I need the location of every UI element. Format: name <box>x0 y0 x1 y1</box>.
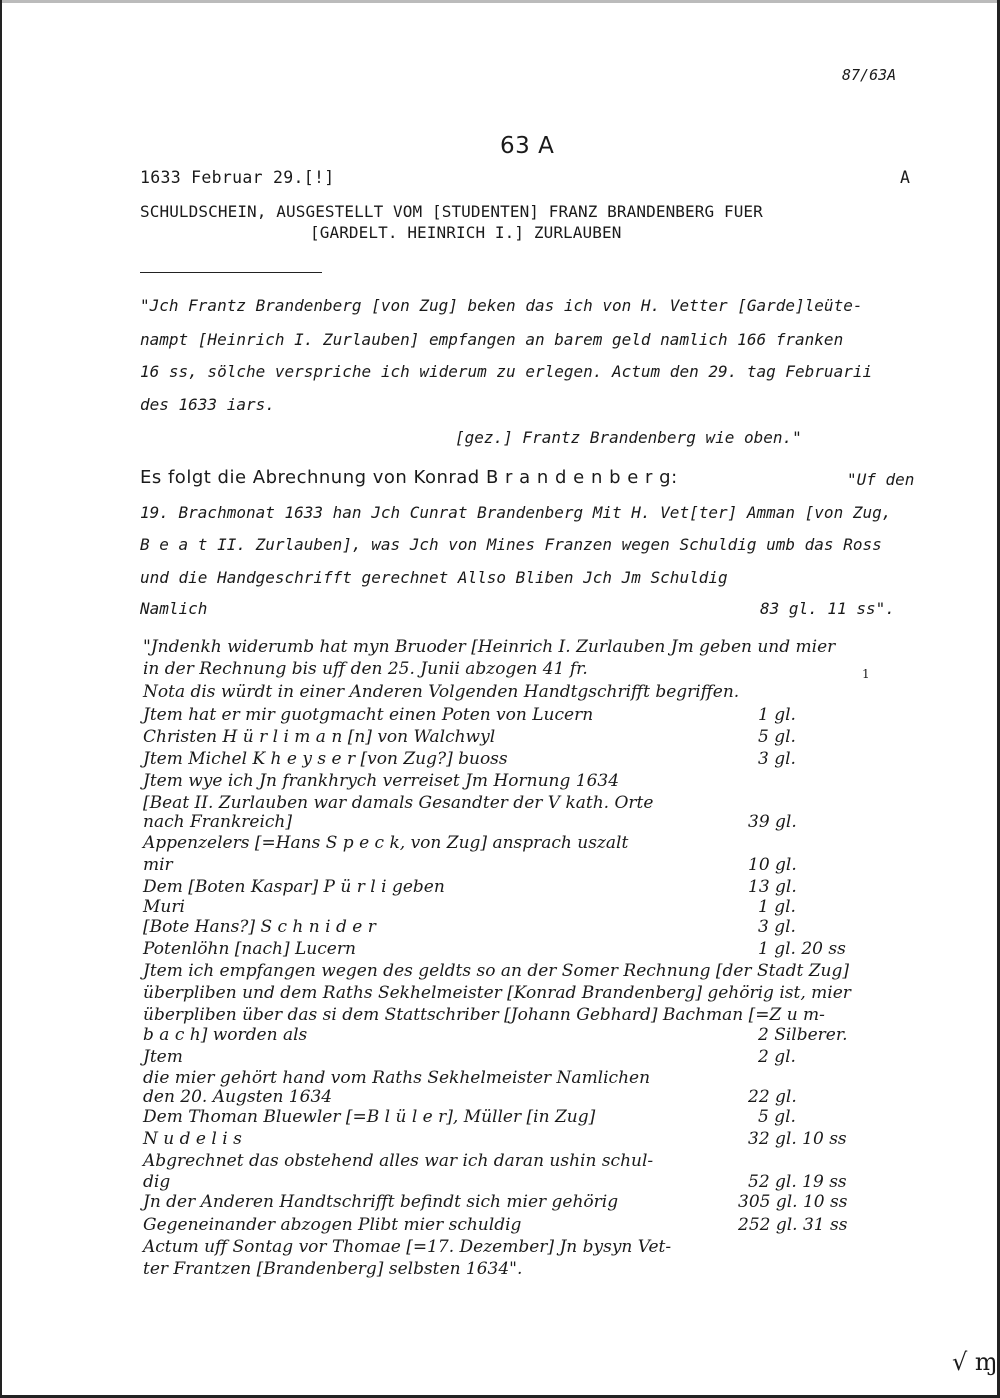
account-line: Abgrechnet das obstehend alles war ich daran ushin schul- <box>143 1151 654 1171</box>
account-line: Potenlöhn [nach] Lucern <box>143 939 356 959</box>
scan-border-left <box>0 0 2 1398</box>
corner-checkmark: √ ɱ <box>952 1348 998 1376</box>
account-line: Muri <box>143 897 185 917</box>
scan-border-top <box>0 0 1000 3</box>
section-letter: A <box>900 168 911 187</box>
follow-line: Namlich <box>140 599 208 618</box>
account-line: Actum uff Sontag vor Thomae [=17. Dezember] Jn bysyn Vet- <box>143 1237 672 1257</box>
account-line: N u d e l i s <box>143 1129 242 1149</box>
amount-value: 252 gl. 31 ss <box>738 1215 848 1235</box>
title-divider <box>140 272 322 273</box>
amount-value: 5 gl. <box>758 1107 796 1127</box>
quote-line: 16 ss, sölche verspriche ich widerum zu erlegen. Actum den 29. tag Februarii <box>140 362 873 381</box>
account-line: "Jndenkh widerumb hat myn Bruoder [Heinrich I. Zurlauben Jm geben und mier <box>143 637 836 657</box>
account-line: die mier gehört hand vom Raths Sekhelmeister Namlichen <box>143 1068 651 1088</box>
amount-value: 39 gl. <box>748 812 797 832</box>
account-line: Christen H ü r l i m a n [n] von Walchwyl <box>143 727 496 747</box>
document-date: 1633 Februar 29.[!] <box>140 168 335 187</box>
document-title-line-1: SCHULDSCHEIN, AUSGESTELLT VOM [STUDENTEN] FRANZ BRANDENBERG FUER <box>140 202 763 221</box>
amount-value: 2 gl. <box>758 1047 796 1067</box>
account-line: mir <box>143 855 173 875</box>
account-line: b a c h] worden als <box>143 1025 308 1045</box>
account-line: in der Rechnung bis uff den 25. Junii abzogen 41 fr. <box>143 659 588 679</box>
account-line: Jn der Anderen Handtschrifft befindt sich mier gehörig <box>143 1192 619 1212</box>
account-line: überpliben und dem Raths Sekhelmeister [Konrad Brandenberg] gehörig ist, mier <box>143 983 851 1003</box>
account-line: Jtem wye ich Jn frankhrych verreiset Jm Hornung 1634 <box>143 771 620 791</box>
amount-value: 52 gl. 19 ss <box>748 1172 847 1192</box>
follow-line: "Uf den <box>847 470 915 489</box>
document-number: 63 A <box>500 133 555 159</box>
account-line: Nota dis würdt in einer Anderen Volgenden Handtgschrifft begriffen. <box>143 682 740 702</box>
account-line: Appenzelers [=Hans S p e c k, von Zug] ansprach uszalt <box>143 833 629 853</box>
amount-value: 1 gl. 20 ss <box>758 939 846 959</box>
amount-value: 1 gl. <box>758 705 796 725</box>
follow-line: und die Handgeschrifft gerechnet Allso Bliben Jch Jm Schuldig <box>140 568 728 587</box>
account-line: Dem Thoman Bluewler [=B l ü l e r], Müller [in Zug] <box>143 1107 596 1127</box>
amount-value: 1 gl. <box>758 897 796 917</box>
account-line: Jtem <box>143 1047 183 1067</box>
follow-line: B e a t II. Zurlauben], was Jch von Mines Franzen wegen Schuldig umb das Ross <box>140 535 882 554</box>
account-line: den 20. Augsten 1634 <box>143 1087 333 1107</box>
amount-value: 2 Silberer. <box>758 1025 848 1045</box>
amount-value: 3 gl. <box>758 917 796 937</box>
amount-value: 305 gl. 10 ss <box>738 1192 848 1212</box>
account-line: Gegeneinander abzogen Plibt mier schuldig <box>143 1215 522 1235</box>
document-title-line-2: [GARDELT. HEINRICH I.] ZURLAUBEN <box>310 223 622 242</box>
amount-value: 32 gl. 10 ss <box>748 1129 847 1149</box>
account-line: nach Frankreich] <box>143 812 292 832</box>
account-line: überpliben über das si dem Stattschriber [Johann Gebhard] Bachman [=Z u m- <box>143 1005 825 1025</box>
follow-line: 19. Brachmonat 1633 han Jch Cunrat Brandenberg Mit H. Vet[ter] Amman [von Zug, <box>140 503 892 522</box>
follow-amount: 83 gl. 11 ss". <box>760 599 895 618</box>
account-line: ter Frantzen [Brandenberg] selbsten 1634". <box>143 1259 523 1279</box>
follow-intro: Es folgt die Abrechnung von Konrad B r a n d e n b e r g: <box>140 467 678 488</box>
quote-line: "Jch Frantz Brandenberg [von Zug] beken das ich von H. Vetter [Garde]leüte- <box>140 296 863 315</box>
account-line: Jtem Michel K h e y s e r [von Zug?] buoss <box>143 749 508 769</box>
quote-line: des 1633 iars. <box>140 395 275 414</box>
amount-value: 3 gl. <box>758 749 796 769</box>
amount-value: 5 gl. <box>758 727 796 747</box>
footnote-marker: 1 <box>862 667 870 681</box>
page-reference: 87/63A <box>842 66 897 84</box>
account-line: Dem [Boten Kaspar] P ü r l i geben <box>143 877 445 897</box>
account-line: Jtem ich empfangen wegen des geldts so an der Somer Rechnung [der Stadt Zug] <box>143 961 849 981</box>
amount-value: 13 gl. <box>748 877 797 897</box>
amount-value: 10 gl. <box>748 855 797 875</box>
amount-value: 22 gl. <box>748 1087 797 1107</box>
signature-line: [gez.] Frantz Brandenberg wie oben." <box>455 428 802 447</box>
account-line: [Bote Hans?] S c h n i d e r <box>143 917 376 937</box>
quote-line: nampt [Heinrich I. Zurlauben] empfangen an barem geld namlich 166 franken <box>140 330 844 349</box>
account-line: dig <box>143 1172 171 1192</box>
account-line: [Beat II. Zurlauben war damals Gesandter der V kath. Orte <box>143 793 654 813</box>
account-line: Jtem hat er mir guotgmacht einen Poten von Lucern <box>143 705 594 725</box>
